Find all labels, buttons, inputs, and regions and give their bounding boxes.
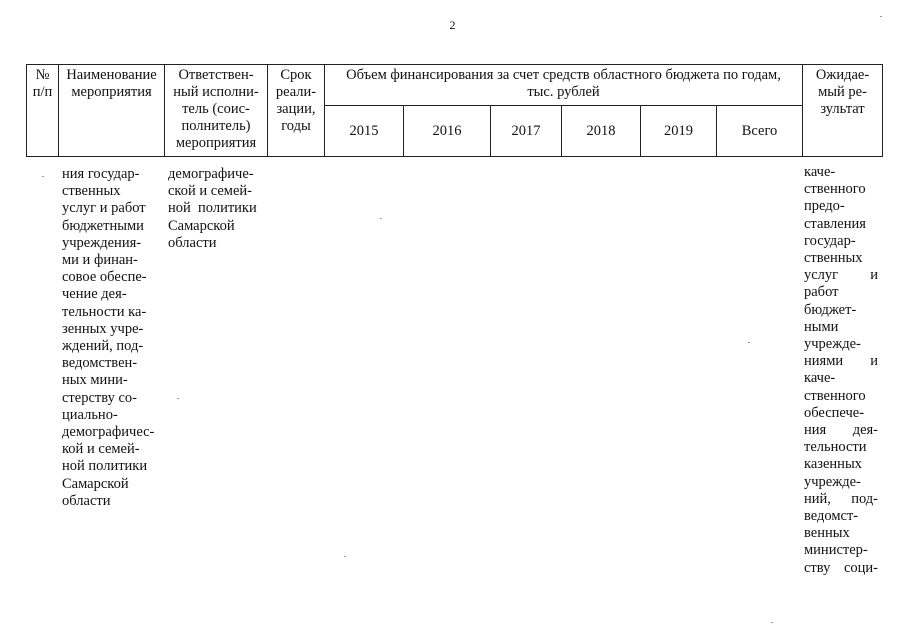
measure-name-text: ния государ- ственных услуг и работ бюджетными учреждения- ми и финан- совое обеспе- чение дея- тельности ка- зенных учре- ждений, под- ведомствен- ных мини- стерству со- циально- демографичес- кой и семей- ной политики Самарской области [62, 166, 155, 509]
result-word: под- [851, 490, 878, 507]
result-word: каче- [804, 164, 836, 180]
result-word: ственного [804, 181, 866, 198]
result-word: каче- [804, 370, 836, 387]
year-2017: 2017 [491, 106, 562, 157]
expected-result-text [804, 164, 878, 577]
scan-speck [42, 176, 44, 177]
result-line [804, 216, 878, 233]
scan-speck [748, 342, 750, 343]
result-line [804, 284, 878, 301]
header-funding: Объем финансирования за счет средств областного бюджета по годам, тыс. рублей [325, 65, 803, 106]
result-line [804, 560, 878, 577]
scan-speck [771, 622, 773, 623]
year-2016: 2016 [404, 106, 491, 157]
result-line [804, 388, 878, 405]
result-line [804, 525, 878, 542]
result-line [804, 491, 878, 508]
result-word: ственных [804, 250, 863, 267]
result-line [804, 319, 878, 336]
result-word: предо- [804, 198, 845, 215]
result-line [804, 353, 878, 370]
result-word: казенных [804, 456, 862, 473]
result-line [804, 474, 878, 491]
result-line [804, 370, 878, 387]
result-word: министер- [804, 542, 868, 559]
year-2019: 2019 [641, 106, 717, 157]
result-line [804, 198, 878, 215]
header-table [26, 64, 883, 157]
result-word: бюджет- [804, 301, 857, 318]
year-2015: 2015 [325, 106, 404, 157]
result-word: ниями [804, 353, 844, 370]
header-executor: Ответствен- ный исполни- тель (соис- полнитель) мероприятия [165, 65, 268, 157]
result-word: ний, [804, 490, 831, 507]
header-term: Срок реали- зации, годы [268, 65, 325, 157]
header-num: № п/п [27, 65, 59, 157]
result-word: ственного [804, 387, 866, 404]
result-line [804, 233, 878, 250]
result-line [804, 302, 878, 319]
result-word: ству [804, 559, 831, 576]
result-word: услуг [804, 267, 839, 284]
header-result: Ожидае- мый ре- зультат [803, 65, 883, 157]
result-line [804, 336, 878, 353]
result-line [804, 267, 878, 284]
year-total: Всего [717, 106, 803, 157]
year-2018: 2018 [562, 106, 641, 157]
result-line [804, 164, 878, 181]
result-word: работ [804, 284, 839, 301]
result-line [804, 405, 878, 422]
scan-speck [344, 556, 346, 557]
result-line [804, 181, 878, 198]
result-word: и [870, 267, 878, 284]
result-word: ведомст- [804, 508, 859, 525]
result-word: ния [804, 422, 827, 439]
result-word: учрежде- [804, 336, 861, 353]
result-line [804, 542, 878, 559]
result-line [804, 456, 878, 473]
result-word: дея- [852, 422, 878, 439]
result-word: государ- [804, 232, 856, 249]
result-word: и [870, 353, 878, 370]
result-word: учрежде- [804, 473, 861, 490]
header-name: Наименование мероприятия [59, 65, 165, 157]
scan-speck [177, 398, 179, 399]
result-word: тельности [804, 439, 867, 456]
result-word: соци- [843, 559, 878, 576]
result-word: венных [804, 525, 850, 542]
result-line [804, 250, 878, 267]
result-line [804, 422, 878, 439]
scan-speck [880, 16, 882, 17]
result-word: ставления [804, 215, 866, 232]
result-line [804, 508, 878, 525]
result-line [804, 439, 878, 456]
result-word: ными [804, 318, 839, 335]
result-word: обеспече- [804, 404, 865, 421]
scan-speck [380, 218, 382, 219]
executor-text: демографиче- ской и семей- ной политики Самарской области [168, 166, 257, 251]
page-number: 2 [449, 18, 456, 32]
